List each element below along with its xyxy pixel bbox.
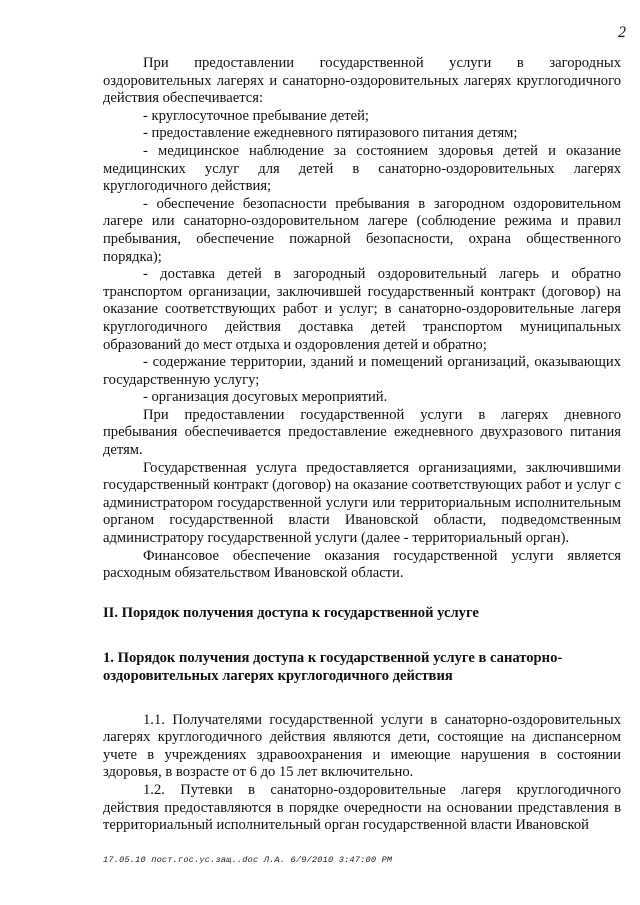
list-item: - обеспечение безопасности пребывания в загородном оздоровительном лагере или санаторно-оздоровительном лагере (соблюдение режима и правил пребывания, обеспечение пожарной безопасности, охрана общественного порядка); [103,195,621,265]
list-item: - содержание территории, зданий и помещений организаций, оказывающих государственную услугу; [103,354,621,388]
paragraph: Финансовое обеспечение оказания государственной услуги является расходным обязательством Ивановской области. [103,547,621,582]
paragraph: При предоставлении государственной услуги в лагерях дневного пребывания обеспечивается предоставление ежедневного двухразового питания детям. [103,406,621,459]
footer-file-info: 17.05.10 пост.гос.ус.защ..doc Л.А. 6/9/2010 3:47:00 PM [103,855,393,865]
list-item: - организация досуговых мероприятий. [143,389,388,406]
paragraph: При предоставлении государственной услуги в загородных оздоровительных лагерях и санаторно-оздоровительных лагерях круглогодичного действия обеспечивается: [103,55,621,107]
list-item: - круглосуточное пребывание детей; [143,107,369,124]
clause: 1.2. Путевки в санаторно-оздоровительные лагеря круглогодичного действия предоставляются в порядке очередности на основании представления в территориальный исполнительный орган государственной власти Ивановской [103,781,621,834]
page-number: 2 [618,24,626,41]
subsection-heading-line2: оздоровительных лагерях круглогодичного действия [103,668,453,684]
subsection-heading-line1: 1. Порядок получения доступа к государственной услуге в санаторно- [103,650,563,667]
document-body [103,55,621,835]
clause: 1.1. Получателями государственной услуги в санаторно-оздоровительных лагерях круглогодичного действия являются дети, состоящие на диспансерном учете в учреждениях здравоохранения и имеющие нарушения в состоянии здоровья, в возрасте от 6 до 15 лет включительно. [103,711,621,781]
section-heading: II. Порядок получения доступа к государственной услуге [103,604,479,621]
list-item: - предоставление ежедневного пятиразового питания детям; [143,125,518,142]
list-item: - доставка детей в загородный оздоровительный лагерь и обратно транспортом организации, заключившей государственный контракт (договор) на оказание соответствующих работ и услуг; в санаторно-оздоровительные лагеря круглогодичного действия доставка детей транспортом муниципальных образований до мест отдыха и оздоровления детей и обратно; [103,266,621,353]
list-item: - медицинское наблюдение за состоянием здоровья детей и оказание медицинских услуг для детей в санаторно-оздоровительных лагерях круглогодичного действия; [103,142,621,195]
paragraph: Государственная услуга предоставляется организациями, заключившими государственный контракт (договор) на оказание соответствующих работ и услуг с администратором государственной услуги или территориальным исполнительным органом государственной власти Ивановской области, подведомственным администратору государственной услуги (далее - территориальный орган). [103,459,621,547]
